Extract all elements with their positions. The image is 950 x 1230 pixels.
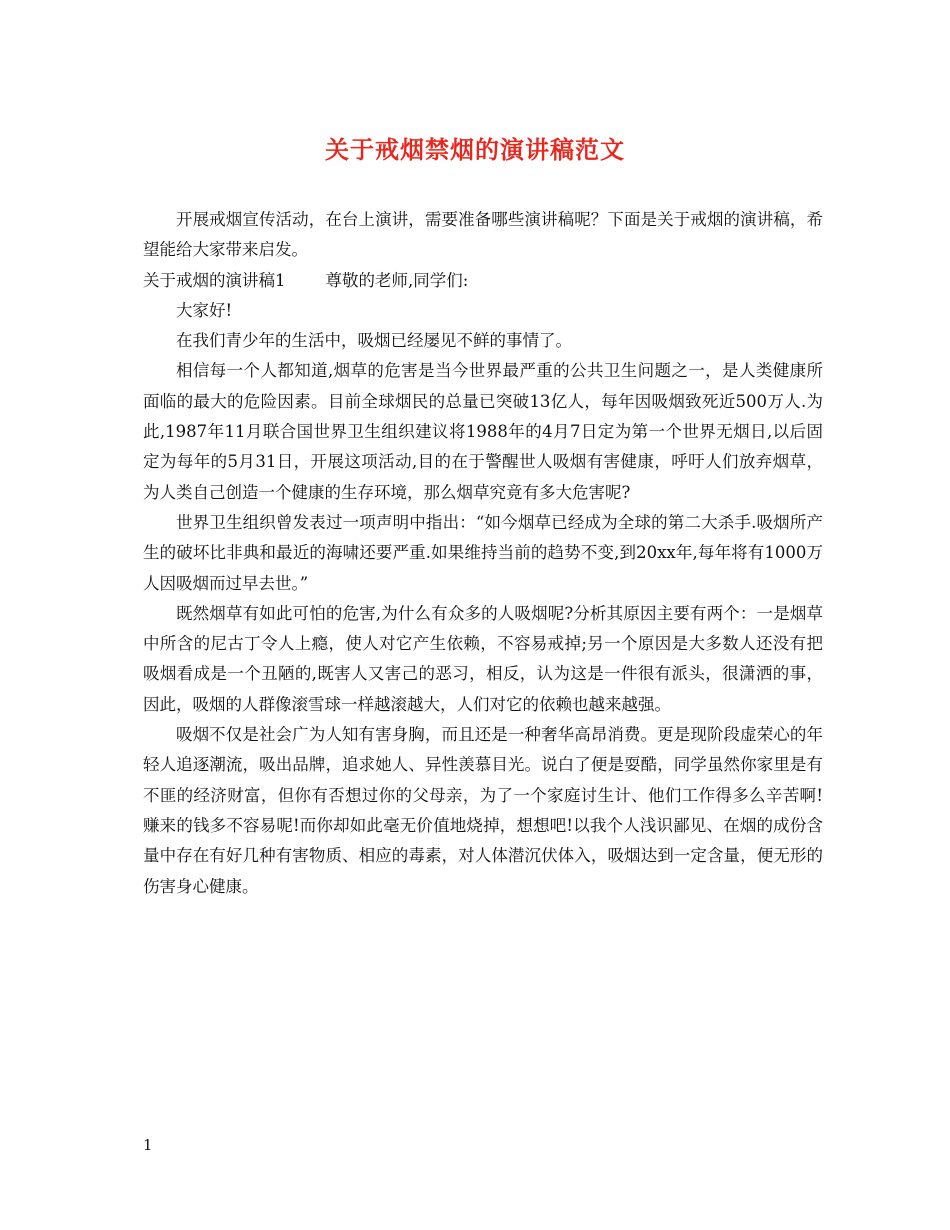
salutation: 尊敬的老师,同学们:	[325, 270, 469, 290]
body-paragraph: 在我们青少年的生活中，吸烟已经屡见不鲜的事情了。	[176, 331, 572, 351]
body-paragraph: 相信每一个人都知道,烟草的危害是当今世界最严重的公共卫生问题之一，是人类健康所面临的最大的危险因素。目前全球烟民的总量已突破13亿人，每年因吸烟致死近500万人.为此,1987年11月联合国世界卫生组织建议将1988年的4月7日定为第一个世界无烟日,以后固定为每年的5月31日，开展这项活动,目的在于警醒世人吸烟有害健康，呼吁人们放弃烟草，为人类自己创造一个健康的生存环境，那么烟草究竟有多大危害呢?	[143, 361, 823, 502]
body-paragraph: 吸烟不仅是社会广为人知有害身胸，而且还是一种奢华高昂消费。更是现阶段虚荣心的年轻人追逐潮流，吸出品牌，追求她人、异性羡慕目光。说白了便是耍酷，同学虽然你家里是有不匪的经济财富，但你有否想过你的父母亲，为了一个家庭讨生计、他们工作得多么辛苦啊!赚来的钱多不容易呢!而你却如此毫无价值地烧掉，想想吧!以我个人浅识鄙见、在烟的成份含量中存在有好几种有害物质、相应的毒素，对人体潜沉伏体入，吸烟达到一定含量，便无形的伤害身心健康。	[143, 725, 823, 896]
body-paragraph: 世界卫生组织曾发表过一项声明中指出：“如今烟草已经成为全球的第二大杀手.吸烟所产生的破坏比非典和最近的海啸还要严重.如果维持当前的趋势不变,到20xx年,每年将有1000万人因吸烟而过早去世。”	[143, 512, 823, 593]
body-paragraph: 既然烟草有如此可怕的危害,为什么有众多的人吸烟呢?分析其原因主要有两个：一是烟草中所含的尼古丁令人上瘾，使人对它产生依赖，不容易戒掉;另一个原因是大多数人还没有把吸烟看成是一个丑陋的,既害人又害己的恶习，相反，认为这是一件很有派头，很潇洒的事，因此，吸烟的人群像滚雪球一样越滚越大，人们对它的依赖也越来越强。	[143, 603, 823, 714]
document-title: 关于戒烟禁烟的演讲稿范文	[325, 135, 625, 164]
speech-heading-line	[143, 266, 823, 296]
greeting-paragraph: 大家好!	[176, 300, 233, 320]
intro-paragraph: 开展戒烟宣传活动，在台上演讲，需要准备哪些演讲稿呢？下面是关于戒烟的演讲稿，希望能给大家带来启发。	[143, 210, 823, 260]
page-number: 1	[143, 1136, 153, 1154]
speech-heading: 关于戒烟的演讲稿1	[143, 270, 286, 290]
document-body	[143, 205, 823, 902]
